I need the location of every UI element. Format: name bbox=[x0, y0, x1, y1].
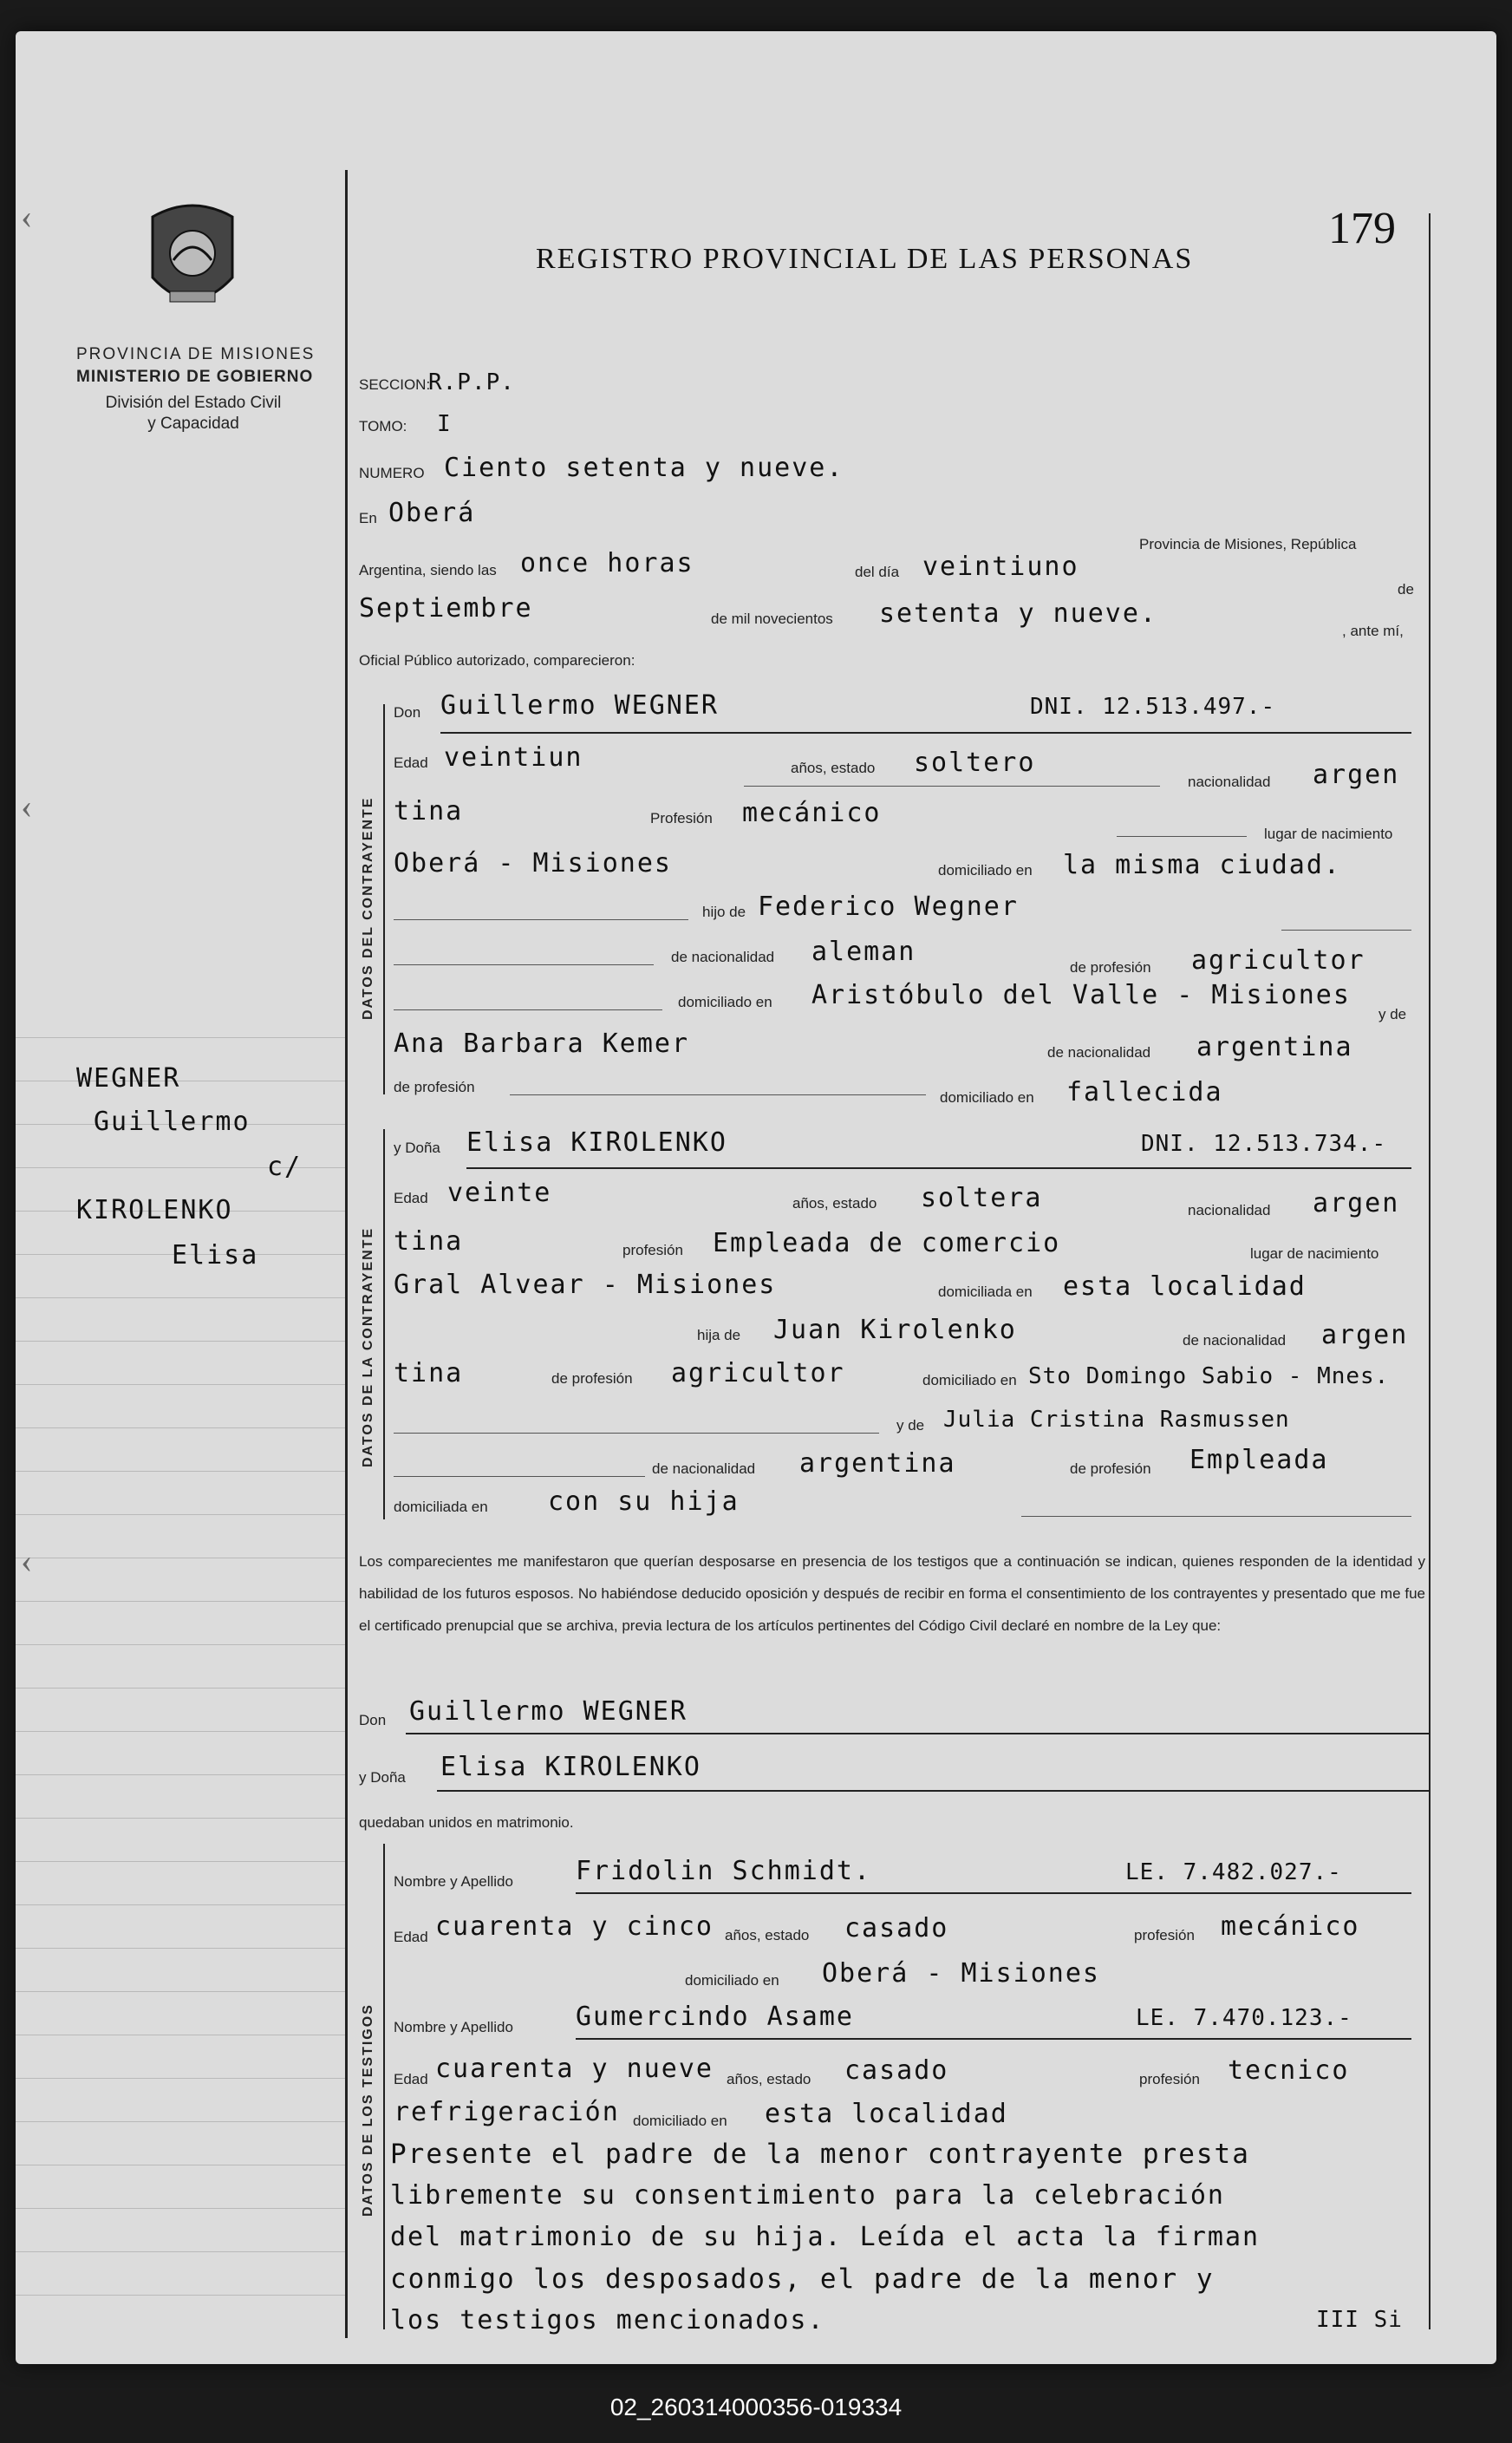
witness2-profesion: tecnico bbox=[1228, 2055, 1350, 2086]
margin-note-surname-2: KIROLENKO bbox=[76, 1195, 233, 1225]
union-groom-line bbox=[406, 1733, 1429, 1734]
witness2-estado: casado bbox=[844, 2055, 949, 2086]
anio-label: de mil novecientos bbox=[711, 611, 833, 627]
groom-mother: Ana Barbara Kemer bbox=[394, 1029, 690, 1059]
union-don-label: Don bbox=[359, 1712, 387, 1728]
note-line-2: libremente su consentimiento para la celebración bbox=[390, 2180, 1225, 2211]
bride-mother-nac: argentina bbox=[799, 1448, 956, 1479]
fill-line bbox=[394, 919, 688, 920]
witness2-name-line bbox=[576, 2038, 1411, 2040]
groom-edad: veintiun bbox=[444, 742, 583, 773]
fill-line bbox=[744, 786, 1160, 787]
groom-don-label: Don bbox=[394, 704, 421, 721]
bride-anios-label: años, estado bbox=[792, 1195, 877, 1212]
bride-mother: Julia Cristina Rasmussen bbox=[943, 1407, 1290, 1433]
groom-lugar: Oberá - Misiones bbox=[394, 848, 672, 879]
bride-domicilio-label: domiciliada en bbox=[938, 1284, 1033, 1300]
witness-section-label: DATOS DE LOS TESTIGOS bbox=[361, 2003, 375, 2217]
binding-hole-mark: ‹ bbox=[21, 197, 33, 236]
de-label: de bbox=[1398, 581, 1414, 598]
notes-mark: III Si bbox=[1316, 2307, 1403, 2333]
witness2-nombre-label: Nombre y Apellido bbox=[394, 2019, 513, 2035]
groom-mother-nac: argentina bbox=[1196, 1032, 1353, 1062]
witness1-edad: cuarenta y cinco bbox=[435, 1911, 714, 1942]
groom-section-label: DATOS DEL CONTRAYENTE bbox=[361, 796, 375, 1020]
groom-estado: soltero bbox=[914, 748, 1036, 778]
document-title: REGISTRO PROVINCIAL DE LAS PERSONAS bbox=[536, 243, 1194, 275]
binding-hole-mark: ‹ bbox=[21, 1541, 33, 1580]
oficial-label: Oficial Público autorizado, comparecieron: bbox=[359, 652, 635, 669]
right-form-border bbox=[1429, 213, 1431, 2329]
left-form-border bbox=[345, 170, 348, 2338]
bride-y-de-label: y de bbox=[896, 1417, 925, 1434]
dia-label: del día bbox=[855, 564, 900, 580]
bride-mother-dom-label: domiciliada en bbox=[394, 1499, 488, 1515]
seccion-label: SECCION: bbox=[359, 376, 431, 393]
groom-y-de-label: y de bbox=[1378, 1006, 1407, 1022]
groom-father-prof-label: de profesión bbox=[1070, 959, 1151, 976]
union-groom: Guillermo WEGNER bbox=[409, 1696, 688, 1727]
groom-nac-label: nacionalidad bbox=[1188, 774, 1271, 790]
groom-father-dom-label: domiciliado en bbox=[678, 994, 772, 1010]
note-line-1: Presente el padre de la menor contrayente presta bbox=[390, 2139, 1250, 2170]
bride-nac-label: nacionalidad bbox=[1188, 1202, 1271, 1218]
groom-dni: DNI. 12.513.497.- bbox=[1030, 694, 1276, 720]
groom-domicilio: la misma ciudad. bbox=[1063, 850, 1341, 880]
fill-line bbox=[1021, 1516, 1411, 1517]
bride-mother-prof-label: de profesión bbox=[1070, 1460, 1151, 1477]
witness1-anios-label: años, estado bbox=[725, 1927, 810, 1943]
groom-hijo-label: hijo de bbox=[702, 904, 746, 920]
horas-value: once horas bbox=[520, 548, 694, 578]
witness2-edad: cuarenta y nueve bbox=[435, 2054, 714, 2084]
groom-father-nac-label: de nacionalidad bbox=[671, 949, 775, 965]
bride-domicilio: esta localidad bbox=[1063, 1271, 1307, 1302]
groom-lugar-label: lugar de nacimiento bbox=[1264, 826, 1393, 842]
dept-line-2: MINISTERIO DE GOBIERNO bbox=[76, 368, 314, 386]
witness2-profesion-label: profesión bbox=[1139, 2071, 1200, 2087]
tomo-label: TOMO: bbox=[359, 418, 407, 434]
numero-value: Ciento setenta y nueve. bbox=[444, 453, 844, 483]
bride-nac-b: tina bbox=[394, 1226, 464, 1257]
fill-line bbox=[394, 1433, 879, 1434]
bride-nac-a: argen bbox=[1313, 1188, 1400, 1218]
bride-name-line bbox=[466, 1167, 1411, 1169]
en-label: En bbox=[359, 510, 377, 526]
bride-edad-label: Edad bbox=[394, 1190, 428, 1206]
margin-note-name: Guillermo bbox=[94, 1107, 251, 1137]
fill-line bbox=[510, 1094, 926, 1095]
witness1-doc: LE. 7.482.027.- bbox=[1125, 1859, 1342, 1885]
witness-section-border bbox=[383, 1844, 385, 2329]
tomo-value: I bbox=[437, 411, 452, 437]
en-value: Oberá bbox=[388, 498, 476, 528]
argentina-label: Argentina, siendo las bbox=[359, 562, 497, 578]
bride-mother-prof: Empleada bbox=[1189, 1445, 1329, 1475]
coat-of-arms-icon bbox=[144, 199, 241, 321]
bride-edad: veinte bbox=[447, 1178, 552, 1208]
groom-profesion-label: Profesión bbox=[650, 810, 713, 826]
note-line-5: los testigos mencionados. bbox=[390, 2305, 825, 2335]
bride-lugar: Gral Alvear - Misiones bbox=[394, 1270, 777, 1300]
dept-line-1: PROVINCIA DE MISIONES bbox=[76, 345, 316, 363]
witness2-profesion-2: refrigeración bbox=[394, 2097, 620, 2127]
union-bride-line bbox=[437, 1790, 1429, 1792]
fill-line bbox=[1117, 836, 1247, 837]
bride-profesion-label: profesión bbox=[622, 1242, 683, 1258]
witness2-edad-label: Edad bbox=[394, 2071, 428, 2087]
fill-line bbox=[1281, 930, 1411, 931]
bride-mother-nac-label: de nacionalidad bbox=[652, 1460, 756, 1477]
image-id-caption: 02_260314000356-019334 bbox=[609, 2394, 903, 2420]
groom-mother-dom-label: domiciliado en bbox=[940, 1089, 1034, 1106]
bride-father-dom: Sto Domingo Sabio - Mnes. bbox=[1028, 1363, 1390, 1389]
witness1-name-line bbox=[576, 1892, 1411, 1894]
groom-father-dom: Aristóbulo del Valle - Misiones bbox=[811, 980, 1351, 1010]
margin-note-conj: c/ bbox=[267, 1152, 303, 1182]
union-dona-label: y Doña bbox=[359, 1769, 406, 1786]
witness1-domicilio-label: domiciliado en bbox=[685, 1972, 779, 1989]
witness1-domicilio: Oberá - Misiones bbox=[822, 1958, 1100, 1989]
union-bride: Elisa KIROLENKO bbox=[440, 1752, 701, 1782]
witness1-profesion: mecánico bbox=[1221, 1911, 1360, 1942]
witness1-nombre-label: Nombre y Apellido bbox=[394, 1873, 513, 1890]
page-number: 179 bbox=[1328, 204, 1396, 253]
groom-anios-label: años, estado bbox=[791, 760, 876, 776]
groom-mother-nac-label: de nacionalidad bbox=[1047, 1044, 1151, 1061]
bride-lugar-label: lugar de nacimiento bbox=[1250, 1245, 1379, 1262]
fill-line bbox=[394, 1476, 645, 1477]
bride-name: Elisa KIROLENKO bbox=[466, 1127, 727, 1158]
witness1-estado: casado bbox=[844, 1913, 949, 1943]
witness2-nombre: Gumercindo Asame bbox=[576, 2002, 854, 2032]
groom-father-nac: aleman bbox=[811, 937, 916, 967]
bride-dni: DNI. 12.513.734.- bbox=[1141, 1131, 1387, 1157]
bride-section-label: DATOS DE LA CONTRAYENTE bbox=[361, 1226, 375, 1467]
bride-father-prof: agricultor bbox=[671, 1358, 845, 1388]
groom-name-line bbox=[440, 732, 1411, 734]
bride-father-nac-b: tina bbox=[394, 1358, 464, 1388]
groom-profesion: mecánico bbox=[742, 798, 882, 828]
fill-line bbox=[394, 964, 654, 965]
witness2-domicilio-label: domiciliado en bbox=[633, 2113, 727, 2129]
bride-hija-label: hija de bbox=[697, 1327, 741, 1343]
groom-nac-a: argen bbox=[1313, 760, 1400, 790]
bride-mother-dom: con su hija bbox=[548, 1486, 740, 1517]
groom-father: Federico Wegner bbox=[758, 892, 1019, 922]
note-line-4: conmigo los desposados, el padre de la menor y bbox=[390, 2263, 1215, 2295]
ante-label: , ante mí, bbox=[1342, 623, 1404, 639]
fill-line bbox=[394, 1009, 662, 1010]
note-line-3: del matrimonio de su hija. Leída el acta la firman bbox=[390, 2222, 1261, 2252]
groom-mother-dom: fallecida bbox=[1066, 1077, 1223, 1107]
witness1-edad-label: Edad bbox=[394, 1929, 428, 1945]
provincia-label: Provincia de Misiones, República bbox=[1139, 536, 1357, 552]
mes-value: Septiembre bbox=[359, 593, 533, 624]
numero-label: NUMERO bbox=[359, 465, 425, 481]
bride-profesion: Empleada de comercio bbox=[713, 1228, 1061, 1258]
quedaban-label: quedaban unidos en matrimonio. bbox=[359, 1814, 574, 1831]
anio-value: setenta y nueve. bbox=[879, 598, 1157, 629]
dept-line-4: y Capacidad bbox=[147, 415, 239, 433]
legal-declaration: Los comparecientes me manifestaron que querían desposarse en presencia de los testigos que a continuación se indican, quienes responden de la identidad y habilidad de los futuros esposos. No habiéndose deducido oposición y después de recibir en forma el consentimiento de los contrayentes y presentado que me fue el certificado prenupcial que se archiva, previa lectura de los artículos pertinentes del Código Civil declaré en nombre de la Ley que: bbox=[359, 1553, 1425, 1634]
register-page bbox=[16, 31, 1496, 2364]
groom-nac-b: tina bbox=[394, 796, 464, 826]
witness2-domicilio: esta localidad bbox=[765, 2099, 1008, 2129]
dia-value: veintiuno bbox=[922, 552, 1079, 582]
groom-mother-prof-label: de profesión bbox=[394, 1079, 475, 1095]
bride-father-nac-a: argen bbox=[1321, 1320, 1409, 1350]
binding-hole-mark: ‹ bbox=[21, 787, 33, 826]
groom-father-prof: agricultor bbox=[1191, 945, 1365, 976]
seccion-value: R.P.P. bbox=[428, 369, 515, 395]
dept-line-3: División del Estado Civil bbox=[105, 394, 282, 412]
margin-note-surname: WEGNER bbox=[76, 1063, 181, 1094]
bride-father-nac-label: de nacionalidad bbox=[1183, 1332, 1287, 1349]
groom-domicilio-label: domiciliado en bbox=[938, 862, 1033, 879]
margin-note-name-2: Elisa bbox=[172, 1240, 259, 1270]
witness1-nombre: Fridolin Schmidt. bbox=[576, 1856, 872, 1886]
bride-dona-label: y Doña bbox=[394, 1140, 440, 1156]
groom-name: Guillermo WEGNER bbox=[440, 690, 719, 721]
witness2-anios-label: años, estado bbox=[727, 2071, 811, 2087]
bride-father: Juan Kirolenko bbox=[773, 1315, 1017, 1345]
groom-edad-label: Edad bbox=[394, 754, 428, 771]
bride-estado: soltera bbox=[921, 1183, 1043, 1213]
witness2-doc: LE. 7.470.123.- bbox=[1136, 2005, 1352, 2031]
groom-section-border bbox=[383, 704, 385, 1094]
bride-father-dom-label: domiciliado en bbox=[922, 1372, 1017, 1388]
bride-section-border bbox=[383, 1129, 385, 1519]
witness1-profesion-label: profesión bbox=[1134, 1927, 1195, 1943]
bride-father-prof-label: de profesión bbox=[551, 1370, 633, 1387]
